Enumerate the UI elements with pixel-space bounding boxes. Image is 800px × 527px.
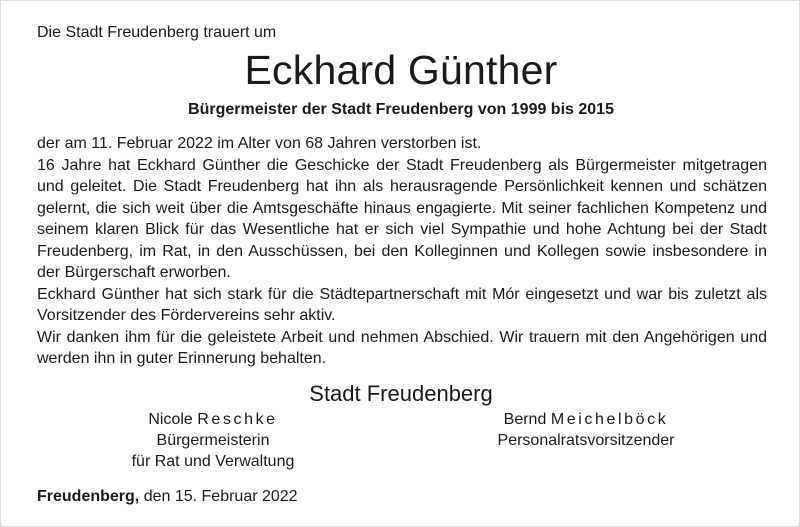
signer-staff-council: [456, 409, 716, 451]
office-title: Bürgermeister der Stadt Freudenberg von 1999 bis 2015: [188, 101, 614, 118]
paragraph: Wir danken ihm für die geleistete Arbeit und nehmen Abschied. Wir trauern mit den Angehörigen und werden ihn in guter Erinnerung behalten.: [37, 328, 767, 367]
deceased-name: Eckhard Günther: [244, 47, 558, 93]
signer-name: [83, 409, 343, 430]
signer-last-name: Meichelböck: [550, 411, 669, 428]
signer-role: Personalratsvorsitzender: [497, 432, 675, 449]
signer-mayor: [83, 409, 343, 472]
signer-name: [456, 409, 716, 430]
date: den 15. Februar 2022: [143, 488, 298, 505]
paragraph: Eckhard Günther hat sich stark für die Städtepartnerschaft mit Mór eingesetzt und war bis zuletzt als Vorsitzender des Fördervereins sehr aktiv.: [37, 285, 767, 324]
signer-role: Bürgermeisterin: [156, 432, 270, 449]
signer-first-name: Nicole: [148, 411, 193, 428]
signer-first-name: Bernd: [503, 411, 547, 428]
body-text: [37, 133, 767, 370]
intro-line: Die Stadt Freudenberg trauert um: [37, 24, 277, 41]
paragraph: 16 Jahre hat Eckhard Günther die Geschicke der Stadt Freudenberg als Bürgermeister mitgetragen und geleitet. Die Stadt Freudenberg hat ihn als herausragende Persönlichkeit kennen und schätzen gelernt, die sich weit über die Amtsgeschäfte hinaus engagierte. Mit seiner fachlichen Kompetenz und seinem klaren Blick für das Wesentliche hat er sich viel Sympathie und hohe Achtung bei der Stadt Freudenberg, im Rat, in den Ausschüssen, bei den Kolleginnen und Kollegen sowie insbesondere in der Bürgerschaft erworben.: [37, 156, 767, 281]
paragraph: der am 11. Februar 2022 im Alter von 68 Jahren verstorben ist.: [37, 135, 482, 152]
place: Freudenberg,: [37, 488, 140, 505]
signer-role: für Rat und Verwaltung: [131, 453, 295, 470]
organization-name: Stadt Freudenberg: [309, 381, 493, 406]
place-date-line: [37, 487, 298, 507]
signer-last-name: Reschke: [197, 411, 278, 428]
